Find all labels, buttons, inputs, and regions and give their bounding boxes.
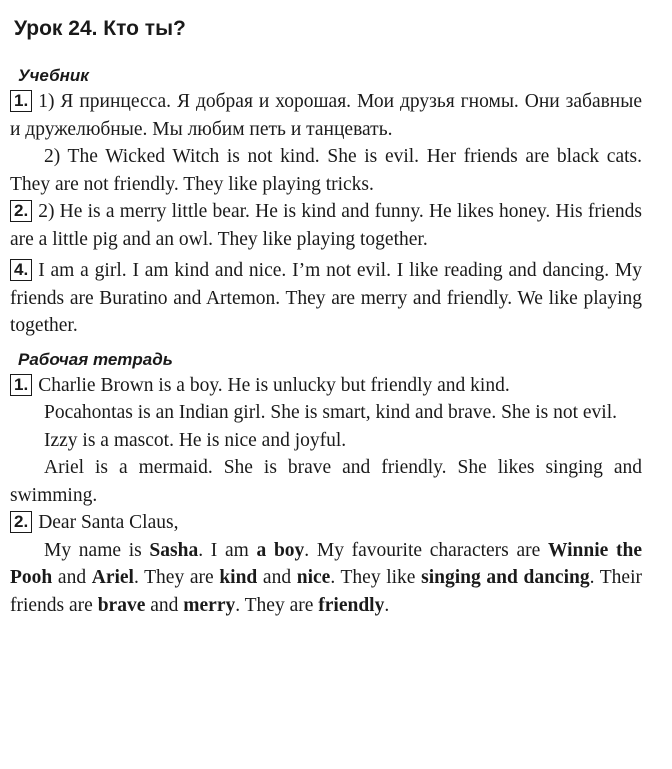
section-title-workbook: Рабочая тетрадь xyxy=(18,349,173,369)
textbook-ex2 xyxy=(10,198,642,253)
exercise-number: 1. xyxy=(10,90,32,112)
letter-text: and xyxy=(52,567,92,588)
exercise-text: Charlie Brown is a boy. He is unlucky but friendly and kind. xyxy=(38,374,510,396)
exercise-text: I am a girl. I am kind and nice. I’m not evil. I like reading and dancing. My friends are Buratino and Artemon. They are merry and friendly. We like playing together. xyxy=(10,260,642,336)
letter-text: My name is xyxy=(44,539,150,561)
exercise-text: 2) He is a merry little bear. He is kind and funny. He likes honey. His friends are a little pig and an owl. They like playing together. xyxy=(10,201,642,250)
workbook-ex1-p4: Ariel is a mermaid. She is brave and friendly. She likes singing and swimming. xyxy=(10,457,642,506)
letter-text: . xyxy=(384,594,390,616)
letter-bold-text: a boy xyxy=(256,539,305,561)
workbook-ex2-salutation xyxy=(10,509,642,537)
letter-text: and xyxy=(257,567,297,588)
textbook-ex1-p2: 2) The Wicked Witch is not kind. She is evil. Her friends are black cats. They are not friendly. They like playing tricks. xyxy=(10,146,642,195)
letter-bold-text: nice xyxy=(296,567,331,588)
exercise-number: 2. xyxy=(10,200,32,222)
lesson-title: Урок 24. Кто ты? xyxy=(14,17,186,40)
section-title-textbook: Учебник xyxy=(18,66,89,85)
salutation-text: Dear Santa Claus, xyxy=(38,512,179,533)
page xyxy=(10,14,642,619)
letter-bold-text: kind xyxy=(219,567,258,588)
workbook-ex1-p3: Izzy is a mascot. He is nice and joyful. xyxy=(44,429,347,451)
letter-text: . Their friends are xyxy=(10,567,642,616)
letter-bold-text: friendly xyxy=(318,594,385,616)
letter-bold-text: merry xyxy=(183,594,236,616)
textbook-ex4 xyxy=(10,257,642,340)
exercise-number: 1. xyxy=(10,374,32,396)
letter-bold-text: Ariel xyxy=(91,567,134,588)
letter-text: . My favourite characters are xyxy=(304,539,548,561)
workbook-ex2-letter xyxy=(10,537,642,620)
exercise-text: 1) Я принцесса. Я добрая и хорошая. Мои друзья гномы. Они забавные и дружелюбные. Мы любим петь и танцевать. xyxy=(10,91,642,140)
letter-text: and xyxy=(145,594,184,616)
exercise-number: 4. xyxy=(10,259,32,281)
letter-text: . They are xyxy=(235,594,319,616)
letter-bold-text: singing and dancing xyxy=(421,567,590,588)
letter-bold-text: brave xyxy=(97,594,146,616)
workbook-ex1-p1 xyxy=(10,372,642,400)
letter-bold-text: Sasha xyxy=(149,539,199,561)
letter-text: . They like xyxy=(330,567,422,588)
letter-bold-text: Winnie the Pooh xyxy=(10,539,642,588)
letter-text: . I am xyxy=(198,539,257,561)
textbook-ex1-p1 xyxy=(10,88,642,143)
exercise-number: 2. xyxy=(10,511,32,533)
letter-text: . They are xyxy=(133,567,220,588)
workbook-ex1-p2: Pocahontas is an Indian girl. She is smart, kind and brave. She is not evil. xyxy=(44,402,617,423)
